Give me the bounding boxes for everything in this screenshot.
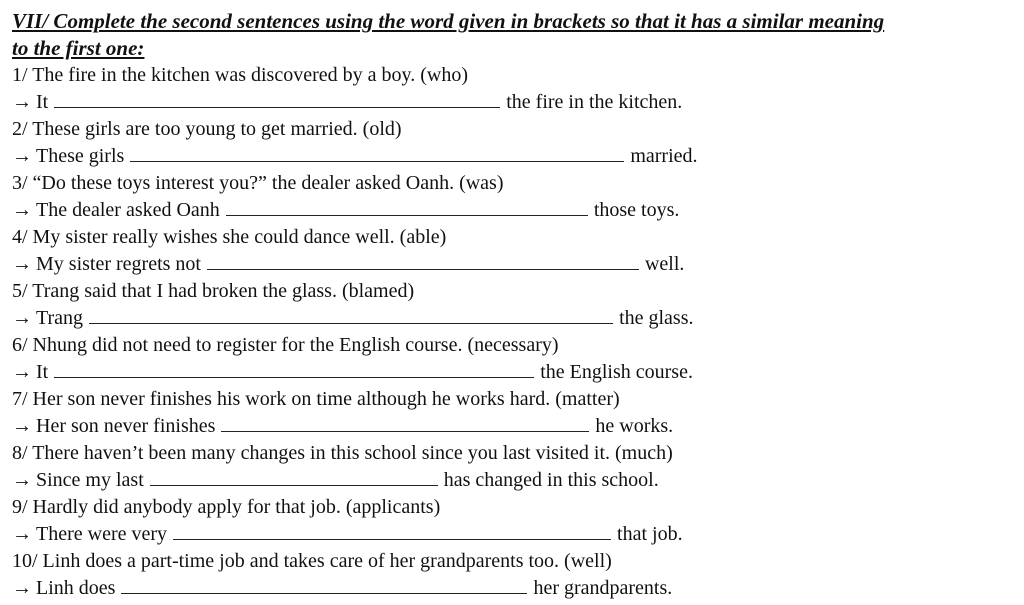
answer-line-2 xyxy=(12,143,1012,170)
question-prompt-5: 5/ Trang said that I had broken the glass. (blamed) xyxy=(12,280,415,302)
answer-line-6 xyxy=(12,359,1012,386)
answer-blank-9[interactable] xyxy=(173,521,611,540)
answer-end-6: the English course. xyxy=(540,361,693,383)
question-prompt-1: 1/ The fire in the kitchen was discovered by a boy. (who) xyxy=(12,64,468,86)
answer-line-5 xyxy=(12,305,1012,332)
arrow-icon: → xyxy=(12,523,32,545)
answer-end-3: those toys. xyxy=(593,199,680,221)
answer-start-5: Trang xyxy=(36,307,84,329)
answer-blank-2[interactable] xyxy=(130,143,624,162)
answer-start-4: My sister regrets not xyxy=(36,253,201,275)
answer-end-9: that job. xyxy=(617,523,683,545)
answer-line-1 xyxy=(12,89,1012,116)
answer-end-8: has changed in this school. xyxy=(443,469,659,491)
question-prompt-9: 9/ Hardly did anybody apply for that job. (applicants) xyxy=(12,496,441,518)
exercise-sheet xyxy=(12,8,1012,602)
question-prompt-3: 3/ “Do these toys interest you?” the dealer asked Oanh. (was) xyxy=(12,172,504,194)
answer-line-10 xyxy=(12,575,1012,602)
answer-start-10: Linh does xyxy=(36,577,116,599)
arrow-icon: → xyxy=(12,199,32,221)
answer-start-7: Her son never finishes xyxy=(36,415,216,437)
answer-blank-1[interactable] xyxy=(54,89,500,108)
question-prompt-7: 7/ Her son never finishes his work on time although he works hard. (matter) xyxy=(12,388,620,410)
answer-end-2: married. xyxy=(630,145,698,167)
exercise-title-line2: to the first one: xyxy=(12,36,145,60)
arrow-icon: → xyxy=(12,469,32,491)
arrow-icon: → xyxy=(12,361,32,383)
arrow-icon: → xyxy=(12,253,32,275)
arrow-icon: → xyxy=(12,577,32,599)
answer-start-3: The dealer asked Oanh xyxy=(36,199,220,221)
answer-end-4: well. xyxy=(644,253,685,275)
answer-blank-7[interactable] xyxy=(221,413,589,432)
answer-blank-8[interactable] xyxy=(150,467,438,486)
answer-line-8 xyxy=(12,467,1012,494)
answer-start-2: These girls xyxy=(36,145,125,167)
question-prompt-6: 6/ Nhung did not need to register for the English course. (necessary) xyxy=(12,334,559,356)
arrow-icon: → xyxy=(12,91,32,113)
answer-end-10: her grandparents. xyxy=(533,577,673,599)
exercise-title-line1: VII/ Complete the second sentences using the word given in brackets so that it has a similar meaning xyxy=(12,9,885,33)
exercise-title xyxy=(12,8,1012,62)
answer-line-3 xyxy=(12,197,1012,224)
question-prompt-8: 8/ There haven’t been many changes in this school since you last visited it. (much) xyxy=(12,442,673,464)
answer-blank-5[interactable] xyxy=(89,305,613,324)
answer-end-1: the fire in the kitchen. xyxy=(506,91,683,113)
answer-start-6: It xyxy=(36,361,49,383)
answer-blank-10[interactable] xyxy=(121,575,527,594)
arrow-icon: → xyxy=(12,145,32,167)
answer-start-9: There were very xyxy=(36,523,168,545)
question-prompt-4: 4/ My sister really wishes she could dance well. (able) xyxy=(12,226,447,248)
question-prompt-2: 2/ These girls are too young to get married. (old) xyxy=(12,118,402,140)
answer-end-7: he works. xyxy=(595,415,674,437)
answer-line-4 xyxy=(12,251,1012,278)
arrow-icon: → xyxy=(12,415,32,437)
answer-line-7 xyxy=(12,413,1012,440)
arrow-icon: → xyxy=(12,307,32,329)
answer-blank-6[interactable] xyxy=(54,359,534,378)
answer-blank-3[interactable] xyxy=(226,197,588,216)
answer-start-1: It xyxy=(36,91,49,113)
answer-line-9 xyxy=(12,521,1012,548)
answer-blank-4[interactable] xyxy=(207,251,639,270)
answer-end-5: the glass. xyxy=(619,307,694,329)
question-prompt-10: 10/ Linh does a part-time job and takes care of her grandparents too. (well) xyxy=(12,550,612,572)
answer-start-8: Since my last xyxy=(36,469,144,491)
